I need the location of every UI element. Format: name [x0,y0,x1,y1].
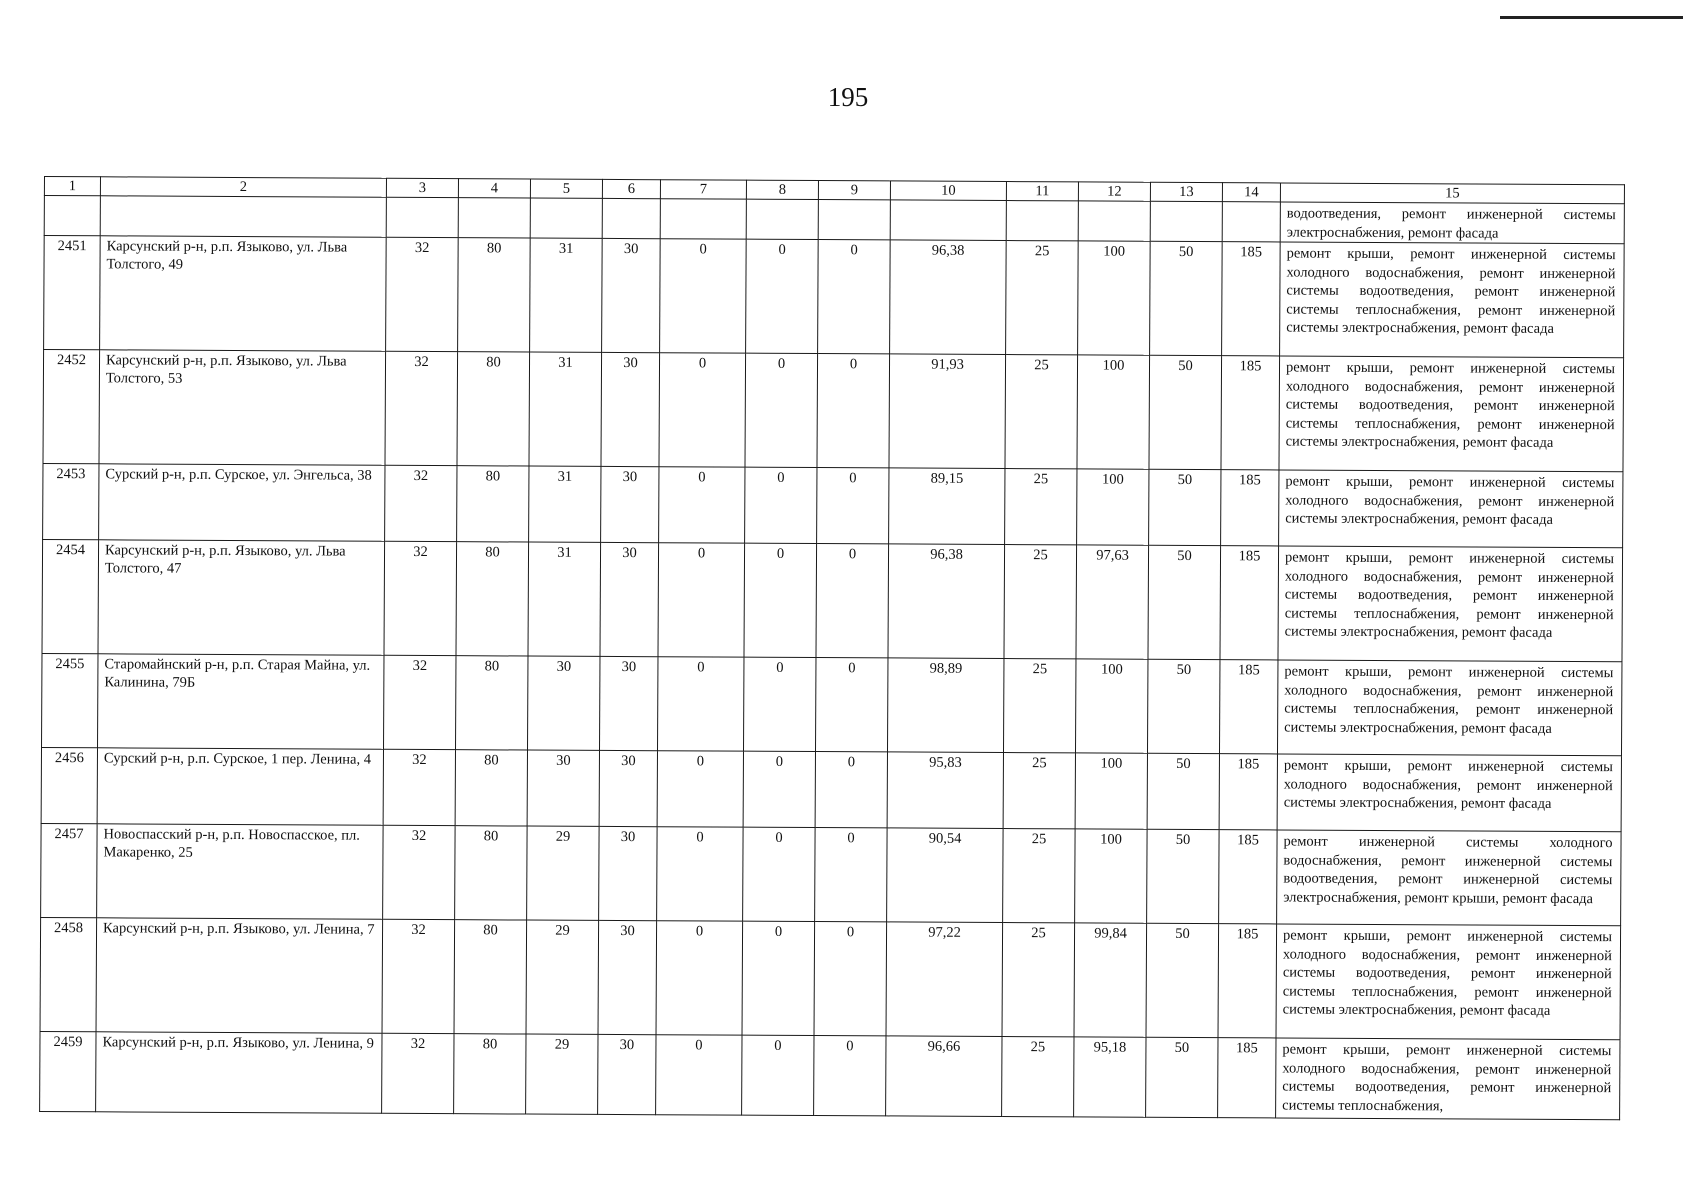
top-rule [1500,16,1683,19]
value-cell-c6: 30 [598,920,657,1034]
table-container [39,176,1624,1120]
value-cell-c11: 25 [1005,355,1078,469]
value-cell-c11: 25 [1005,469,1077,545]
value-cell-c14: 185 [1221,470,1279,546]
value-cell-c14: 185 [1221,356,1280,470]
value-cell-c5: 31 [530,238,603,352]
value-cell-c8: 0 [745,467,817,543]
empty-cell [1150,201,1222,241]
empty-cell [100,196,386,237]
address-cell: Новоспасский р-н, р.п. Новоспасское, пл. Макаренко, 25 [97,824,383,919]
value-cell-c3: 32 [385,465,457,541]
works-cell: ремонт крыши, ремонт инженерной системы холодного водоснабжения, ремонт инженерной системы водоотведения, ремонт инженерной системы теплоснабжения, [1276,1038,1620,1120]
value-cell-c12: 100 [1077,355,1150,469]
value-cell-c13: 50 [1149,469,1221,545]
value-cell-c8: 0 [745,353,818,467]
page-number: 195 [827,82,869,112]
empty-cell [746,199,818,239]
value-cell-c4: 80 [456,656,528,750]
value-cell-c3: 32 [383,825,455,919]
value-cell-c13: 50 [1150,241,1223,355]
value-cell-c11: 25 [1003,659,1075,753]
value-cell-c14: 185 [1219,754,1277,830]
value-cell-c10: 90,54 [887,828,1003,923]
value-cell-c7: 0 [656,921,743,1035]
value-cell-c4: 80 [457,352,530,466]
table-row [41,747,1621,831]
value-cell-c8: 0 [744,543,817,657]
table-row [43,350,1624,472]
column-number: 4 [458,179,530,198]
value-cell-c14: 185 [1222,242,1281,356]
column-number: 10 [890,181,1006,201]
value-cell-c12: 95,18 [1074,1037,1146,1117]
value-cell-c8: 0 [743,827,815,921]
value-cell-c11: 25 [1003,829,1075,923]
column-number: 5 [530,179,602,198]
column-number: 15 [1280,183,1624,204]
table-row [42,653,1622,755]
row-number: 2453 [43,463,99,539]
value-cell-c4: 80 [457,466,529,542]
value-cell-c13: 50 [1146,923,1219,1037]
table-body [40,177,1625,1120]
value-cell-c4: 80 [454,920,527,1034]
empty-cell [890,200,1006,241]
address-cell: Старомайнский р-н, р.п. Старая Майна, ул. Калинина, 79Б [98,654,384,749]
value-cell-c12: 100 [1075,659,1147,753]
works-cell: ремонт крыши, ремонт инженерной системы холодного водоснабжения, ремонт инженерной системы водоотведения, ремонт инженерной системы теплоснабжения, ремонт инженерной системы электроснабжения, ремонт фасада [1280,242,1625,358]
works-cell: ремонт крыши, ремонт инженерной системы холодного водоснабжения, ремонт инженерной системы водоотведения, ремонт инженерной системы теплоснабжения, ремонт инженерной системы электроснабжения, ремонт фасада [1278,546,1623,662]
value-cell-c8: 0 [743,657,815,751]
value-cell-c5: 29 [526,920,599,1034]
continuation-works: водоотведения, ремонт инженерной системы электроснабжения, ремонт фасада [1280,202,1624,244]
value-cell-c10: 96,38 [888,544,1005,659]
empty-cell [1006,201,1078,241]
column-number: 8 [746,180,818,199]
value-cell-c7: 0 [660,239,747,353]
value-cell-c6: 30 [599,826,657,920]
value-cell-c3: 32 [383,749,455,825]
address-cell: Сурский р-н, р.п. Сурское, 1 пер. Ленина, 4 [97,748,383,825]
value-cell-c4: 80 [455,750,527,826]
address-cell: Карсунский р-н, р.п. Языково, ул. Льва Толстого, 47 [98,540,385,655]
works-cell: ремонт крыши, ремонт инженерной системы холодного водоснабжения, ремонт инженерной системы электроснабжения, ремонт фасада [1279,470,1623,548]
value-cell-c14: 185 [1218,1038,1276,1118]
value-cell-c5: 31 [529,352,602,466]
value-cell-c10: 95,83 [887,752,1003,829]
address-cell: Карсунский р-н, р.п. Языково, ул. Льва Толстого, 53 [99,350,386,465]
table-row [42,539,1623,661]
empty-cell [1222,202,1280,242]
column-number: 12 [1078,182,1150,201]
column-number: 13 [1150,182,1222,201]
value-cell-c8: 0 [746,239,819,353]
value-cell-c5: 30 [527,750,599,826]
row-number: 2456 [41,747,97,823]
column-number: 6 [602,179,660,198]
value-cell-c10: 91,93 [889,354,1006,469]
value-cell-c6: 30 [601,466,659,542]
value-cell-c14: 185 [1219,830,1277,924]
value-cell-c11: 25 [1002,1037,1074,1117]
table-row [44,236,1625,358]
value-cell-c14: 185 [1218,924,1277,1038]
value-cell-c7: 0 [657,827,743,921]
value-cell-c7: 0 [658,543,745,657]
value-cell-c3: 32 [384,655,456,749]
value-cell-c5: 30 [528,656,600,750]
row-number: 2457 [41,823,97,917]
value-cell-c3: 32 [382,1033,454,1113]
works-cell: ремонт крыши, ремонт инженерной системы холодного водоснабжения, ремонт инженерной системы водоотведения, ремонт инженерной системы теплоснабжения, ремонт инженерной системы электроснабжения, ремонт фасада [1276,924,1621,1040]
address-cell: Сурский р-н, р.п. Сурское, ул. Энгельса, 38 [99,464,385,541]
value-cell-c13: 50 [1149,355,1222,469]
value-cell-c7: 0 [659,353,746,467]
value-cell-c10: 98,89 [887,658,1003,753]
value-cell-c10: 97,22 [886,922,1003,1037]
table-row [40,1031,1620,1119]
row-number: 2459 [40,1031,96,1111]
empty-cell [530,198,602,238]
works-cell: ремонт крыши, ремонт инженерной системы холодного водоснабжения, ремонт инженерной системы электроснабжения, ремонт фасада [1277,754,1621,832]
value-cell-c9: 0 [814,1036,886,1116]
works-cell: ремонт крыши, ремонт инженерной системы холодного водоснабжения, ремонт инженерной системы теплоснабжения, ремонт инженерной системы электроснабжения, ремонт фасада [1277,660,1621,756]
value-cell-c11: 25 [1002,923,1075,1037]
value-cell-c13: 50 [1146,1037,1218,1117]
value-cell-c9: 0 [817,468,889,544]
column-number: 1 [44,177,100,196]
value-cell-c5: 29 [526,1034,598,1114]
value-cell-c5: 29 [527,826,599,920]
value-cell-c9: 0 [817,354,890,468]
value-cell-c14: 185 [1220,546,1279,660]
row-number: 2458 [40,917,97,1031]
table-row [43,463,1623,547]
empty-cell [660,199,746,239]
value-cell-c4: 80 [454,1034,526,1114]
value-cell-c5: 31 [529,466,601,542]
value-cell-c9: 0 [815,752,887,828]
works-cell: ремонт инженерной системы холодного водоснабжения, ремонт инженерной системы водоотведения, ремонт инженерной системы электроснабжения, ремонт крыши, ремонт фасада [1277,830,1621,926]
value-cell-c12: 100 [1078,241,1151,355]
value-cell-c10: 89,15 [889,468,1005,545]
value-cell-c12: 100 [1077,469,1149,545]
empty-cell [602,198,660,238]
value-cell-c12: 100 [1075,753,1147,829]
value-cell-c9: 0 [814,922,887,1036]
value-cell-c4: 80 [456,542,529,656]
value-cell-c6: 30 [601,352,660,466]
table-row [40,917,1621,1039]
value-cell-c9: 0 [815,658,887,752]
value-cell-c12: 99,84 [1074,923,1147,1037]
value-cell-c14: 185 [1219,660,1277,754]
column-number: 14 [1222,183,1280,202]
value-cell-c10: 96,66 [886,1036,1002,1117]
empty-cell [458,198,530,238]
value-cell-c6: 30 [598,1034,656,1114]
table-row [41,823,1621,925]
value-cell-c11: 25 [1004,545,1077,659]
row-number: 2455 [42,653,98,747]
value-cell-c4: 80 [455,826,527,920]
value-cell-c7: 0 [659,467,745,543]
value-cell-c6: 30 [600,656,658,750]
value-cell-c8: 0 [742,1035,814,1115]
value-cell-c7: 0 [657,751,743,827]
empty-cell [386,197,458,237]
value-cell-c12: 97,63 [1076,545,1149,659]
value-cell-c9: 0 [815,828,887,922]
address-cell: Карсунский р-н, р.п. Языково, ул. Ленина, 9 [96,1032,382,1113]
value-cell-c9: 0 [818,240,891,354]
value-cell-c4: 80 [458,238,531,352]
value-cell-c7: 0 [657,657,743,751]
empty-cell [1078,201,1150,241]
value-cell-c6: 30 [602,238,661,352]
address-cell: Карсунский р-н, р.п. Языково, ул. Ленина, 7 [96,918,383,1033]
column-number: 11 [1006,182,1078,201]
row-number: 2451 [44,236,101,350]
value-cell-c8: 0 [743,751,815,827]
value-cell-c3: 32 [384,541,457,655]
value-cell-c13: 50 [1147,753,1219,829]
empty-cell [44,196,100,236]
empty-cell [818,200,890,240]
column-number: 7 [660,180,746,199]
value-cell-c3: 32 [386,237,459,351]
value-cell-c9: 0 [816,544,889,658]
row-number: 2452 [43,350,100,464]
column-number: 3 [386,178,458,197]
row-number: 2454 [42,539,99,653]
value-cell-c13: 50 [1148,545,1221,659]
value-cell-c6: 30 [600,542,659,656]
value-cell-c3: 32 [385,351,458,465]
value-cell-c13: 50 [1147,659,1219,753]
column-number: 2 [100,177,386,197]
value-cell-c8: 0 [742,921,815,1035]
value-cell-c7: 0 [656,1035,742,1115]
value-cell-c10: 96,38 [890,240,1007,355]
works-cell: ремонт крыши, ремонт инженерной системы холодного водоснабжения, ремонт инженерной системы водоотведения, ремонт инженерной системы теплоснабжения, ремонт инженерной системы электроснабжения, ремонт фасада [1279,356,1624,472]
value-cell-c11: 25 [1006,241,1079,355]
value-cell-c11: 25 [1003,753,1075,829]
value-cell-c5: 31 [528,542,601,656]
column-number: 9 [818,181,890,200]
repair-table [39,176,1625,1120]
value-cell-c6: 30 [599,750,657,826]
value-cell-c3: 32 [382,919,455,1033]
address-cell: Карсунский р-н, р.п. Языково, ул. Льва Толстого, 49 [100,236,387,351]
value-cell-c12: 100 [1075,829,1147,923]
value-cell-c13: 50 [1147,829,1219,923]
